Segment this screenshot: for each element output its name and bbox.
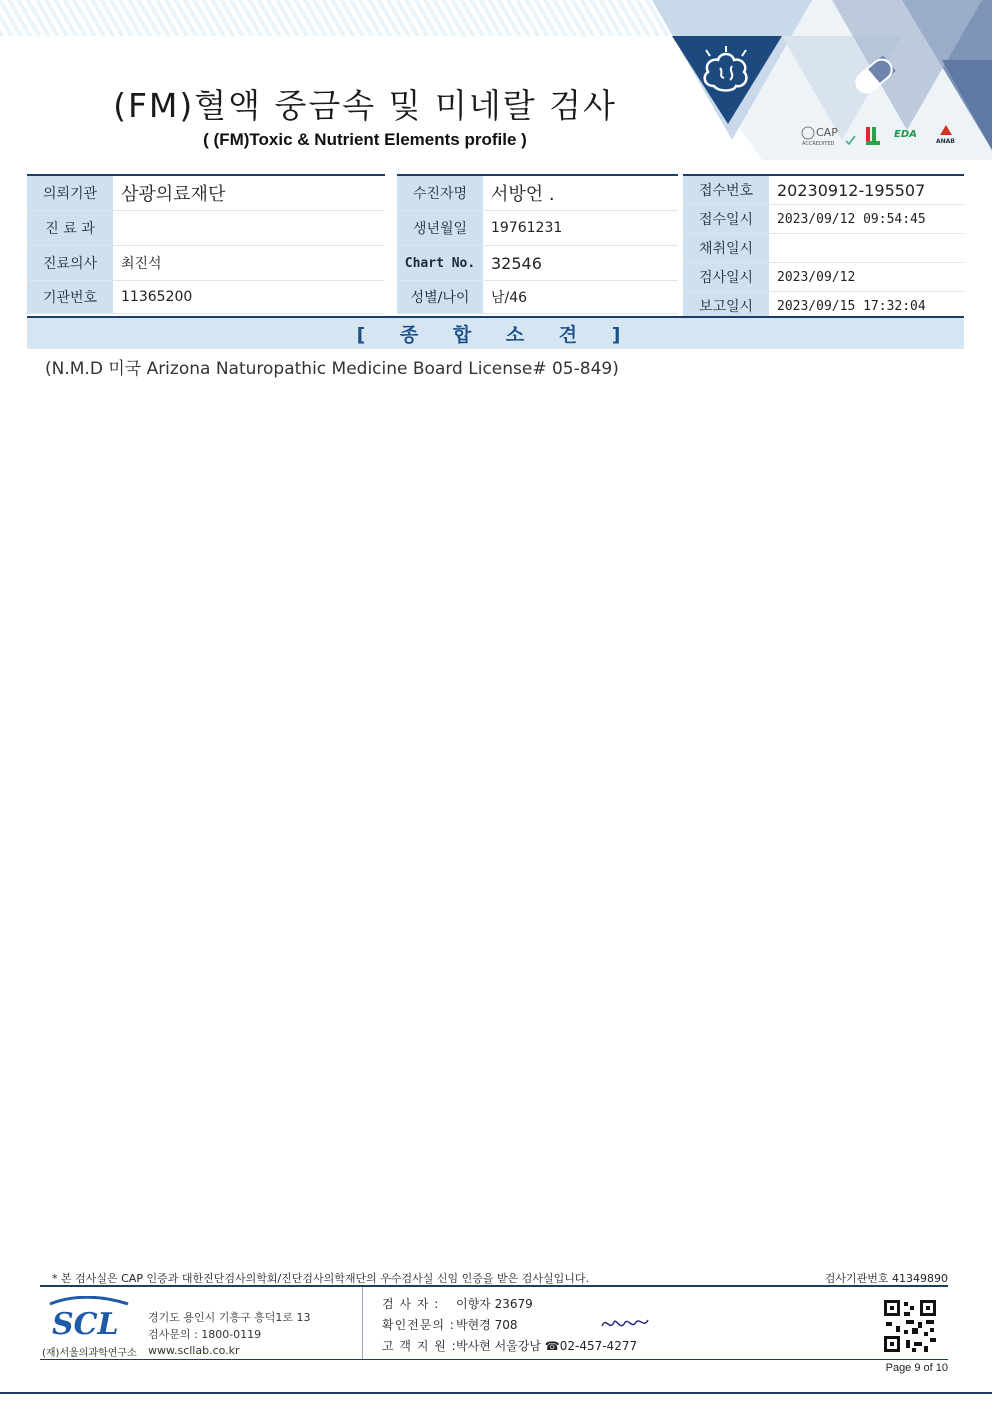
- info-label: 성별/나이: [397, 281, 483, 313]
- org-website[interactable]: www.scllab.co.kr: [148, 1344, 240, 1357]
- info-row-birth-date: [397, 211, 678, 246]
- info-label: 접수번호: [683, 176, 769, 204]
- patient-info-col-1: [27, 174, 385, 314]
- info-value: 11365200: [121, 289, 193, 305]
- staff-value: 이향자 23679: [456, 1297, 533, 1311]
- info-value: 2023/09/12: [777, 269, 856, 285]
- qr-code-icon: [882, 1298, 938, 1354]
- page-number: Page 9 of 10: [885, 1362, 948, 1374]
- staff-label: 고 객 지 원 :: [382, 1339, 457, 1353]
- org-address: 경기도 용인시 기흥구 흥덕1로 13: [148, 1311, 311, 1324]
- handwritten-signature: [598, 1312, 652, 1336]
- svg-text:CAP: CAP: [816, 126, 838, 139]
- info-value: 삼광의료재단: [121, 184, 226, 205]
- accreditation-note: * 본 검사실은 CAP 인증과 대한진단검사의학회/진단검사의학재단의 우수검사실 신임 인증을 받은 검사실입니다.: [52, 1272, 590, 1285]
- footer-divider-vertical: [362, 1287, 363, 1359]
- staff-label: 검 사 자 :: [382, 1297, 440, 1311]
- info-value: 서방언 .: [491, 184, 555, 205]
- info-value: 20230912-195507: [777, 180, 926, 200]
- institution-number: 검사기관번호 41349890: [824, 1272, 948, 1285]
- info-row-patient-name: [397, 176, 678, 211]
- info-label: 진료의사: [27, 246, 113, 280]
- info-row-institution-number: [27, 281, 385, 314]
- footer-divider-top: [40, 1285, 948, 1287]
- scl-logo: [44, 1296, 134, 1340]
- staff-support: [382, 1337, 637, 1354]
- info-row-department: [27, 211, 385, 246]
- staff-tester: [382, 1295, 533, 1312]
- patient-info-col-2: [397, 174, 678, 314]
- report-subtitle: ( (FM)Toxic & Nutrient Elements profile ): [203, 130, 527, 149]
- summary-heading: [ 종 합 소 견 ]: [27, 316, 964, 349]
- info-label: 채취일시: [683, 234, 769, 262]
- info-value: 32546: [491, 253, 542, 273]
- svg-text:ANAB: ANAB: [936, 138, 955, 145]
- info-row-test-date: [683, 263, 964, 292]
- staff-value: 박사현 서울강남 ☎02-457-4277: [456, 1339, 638, 1353]
- svg-text:EDA: EDA: [894, 129, 917, 140]
- staff-label: 확인전문의 :: [382, 1318, 455, 1332]
- summary-remark: (N.M.D 미국 Arizona Naturopathic Medicine Board License# 05-849): [45, 359, 619, 379]
- info-row-collection-datetime: [683, 234, 964, 263]
- report-title: (FM)혈액 중금속 및 미네랄 검사: [113, 86, 617, 125]
- info-label: 검사일시: [683, 263, 769, 291]
- footer-divider-bottom: [40, 1359, 948, 1360]
- info-row-requesting-institution: [27, 176, 385, 211]
- org-name: (재)서울의과학연구소: [42, 1348, 137, 1359]
- accreditation-logos: [800, 123, 960, 149]
- info-label: Chart No.: [397, 246, 483, 280]
- info-value: 남/46: [491, 290, 528, 306]
- org-inquiry: 검사문의 : 1800-0119: [148, 1328, 262, 1341]
- info-row-physician: [27, 246, 385, 281]
- info-label: 진 료 과: [27, 211, 113, 245]
- info-value: 2023/09/15 17:32:04: [777, 298, 926, 314]
- info-label: 생년월일: [397, 211, 483, 245]
- info-label: 접수일시: [683, 205, 769, 233]
- info-row-chart-number: [397, 246, 678, 281]
- info-row-receipt-datetime: [683, 205, 964, 234]
- info-label: 의뢰기관: [27, 176, 113, 210]
- patient-info-col-3: [683, 174, 964, 321]
- info-label: 수진자명: [397, 176, 483, 210]
- info-row-sex-age: [397, 281, 678, 314]
- info-label: 보고일시: [683, 292, 769, 320]
- info-value: 19761231: [491, 220, 563, 236]
- staff-specialist: [382, 1316, 518, 1333]
- scl-logo-text: SCL: [52, 1307, 119, 1340]
- capsule-icon: [848, 50, 900, 102]
- svg-text:ACCREDITED: ACCREDITED: [802, 141, 835, 147]
- info-value: 2023/09/12 09:54:45: [777, 211, 926, 227]
- info-row-receipt-number: [683, 176, 964, 205]
- info-value: 최진석: [121, 256, 162, 272]
- staff-value: 박현경 708: [456, 1318, 518, 1332]
- bottom-rule: [0, 1392, 992, 1394]
- info-label: 기관번호: [27, 281, 113, 313]
